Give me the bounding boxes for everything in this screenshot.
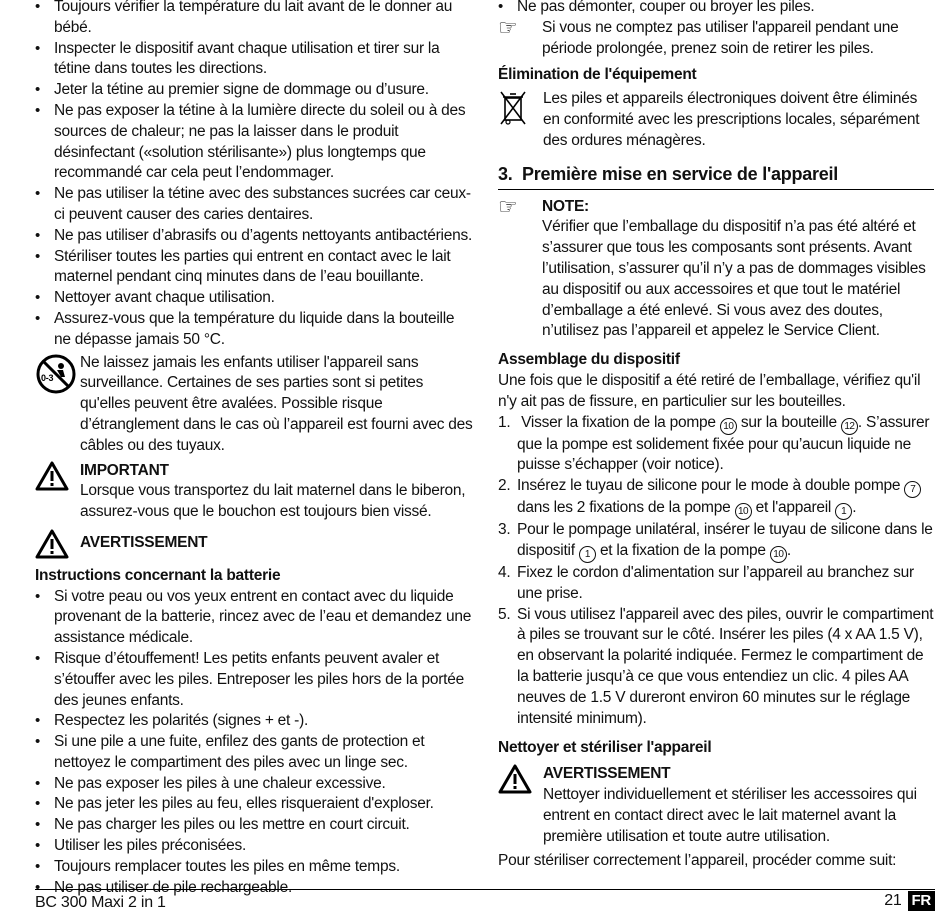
list-item: • Ne pas jeter les piles au feu, elles risqueraient d'exploser. — [35, 794, 475, 815]
safety-bullet-list — [35, 0, 475, 351]
list-item: • Inspecter le dispositif avant chaque utilisation et tirer sur la tétine dans toutes les directions. — [35, 39, 475, 81]
important-block — [35, 461, 475, 523]
clean-warning-block — [498, 764, 934, 847]
assembly-heading: Assemblage du dispositif — [498, 351, 680, 369]
section-title: 3. Première mise en service de l'appareil — [498, 162, 934, 190]
note-text: Vérifier que l’emballage du dispositif n’a pas été altéré et s’assurer que tous les composants sont présents. Avant l’utilisation, s’assurer qu’il n’y a pas de dommages visibles au dispositif ou aux accessoires et que tout le matériel d’emballage a été enlevé. Si vous avez des doutes, n’utilisez pas l’appareil et appelez le Service Client. — [542, 218, 926, 340]
footer-divider — [35, 889, 935, 890]
battery-warning-block — [35, 529, 475, 566]
part-number-badge: 1 — [835, 503, 852, 520]
list-item: • Si votre peau ou vos yeux entrent en contact avec du liquide provenant de la batterie, rincez avec de l’eau et demandez une assistance médicale. — [35, 587, 475, 649]
children-warning — [35, 353, 475, 457]
clean-heading: Nettoyer et stériliser l'appareil — [498, 739, 712, 757]
list-item: • Ne pas charger les piles ou les mettre en court circuit. — [35, 815, 475, 836]
long-term-note — [498, 14, 934, 60]
no-children-icon — [35, 353, 80, 402]
list-item: • Toujours remplacer toutes les piles en même temps. — [35, 857, 475, 878]
part-number-badge: 10 — [735, 503, 752, 520]
list-item: • Assurez-vous que la température du liquide dans la bouteille ne dépasse jamais 50 °C. — [35, 309, 475, 351]
list-item: • Risque d’étouffement! Les petits enfants peuvent avaler et s’étouffer avec les piles. Entreposer les piles hors de la portée des jeunes enfants. — [35, 649, 475, 711]
pointing-hand-icon: ☞ — [498, 14, 518, 40]
footer-model: BC 300 Maxi 2 in 1 — [35, 894, 166, 911]
part-number-badge: 10 — [770, 546, 787, 563]
assembly-intro: Une fois que le dispositif a été retiré de l’emballage, vérifiez qu'il n'y ait pas de fissure, en particulier sur les bouteilles. — [498, 371, 921, 410]
disposal-block — [498, 89, 934, 151]
note-title: NOTE: — [542, 197, 589, 215]
disposal-text: Les piles et appareils électroniques doivent être éliminés en conformité avec les prescriptions locales, séparément des ordures ménagères. — [543, 90, 920, 149]
left-column — [35, 0, 475, 898]
important-text: Lorsque vous transportez du lait maternel dans le biberon, assurez-vous que le bouchon est toujours bien vissé. — [80, 482, 466, 521]
avertissement-title: AVERTISSEMENT — [80, 533, 208, 551]
crossed-bin-icon — [498, 89, 543, 136]
disposal-heading: Élimination de l'équipement — [498, 66, 697, 84]
svg-text:0-3: 0-3 — [41, 372, 54, 383]
language-badge: FR — [908, 891, 936, 911]
battery-bullet-list — [35, 587, 475, 899]
right-column — [498, 0, 934, 872]
important-title: IMPORTANT — [80, 461, 169, 479]
list-item: • Ne pas utiliser d’abrasifs ou d’agents nettoyants antibactériens. — [35, 226, 475, 247]
part-number-badge: 10 — [720, 418, 737, 435]
warning-triangle-icon — [35, 461, 80, 498]
list-item: 1. Visser la fixation de la pompe 10 sur la bouteille 12 . S’assurer que la pompe est solidement fixée pour qu’aucun liquide ne puisse s’échapper (voir notice). — [498, 413, 930, 474]
list-item: 4. Fixez le cordon d'alimentation sur l’appareil au branchez sur une prise. — [498, 563, 914, 602]
list-item: 2. Insérez le tuyau de silicone pour le mode à double pompe 7 dans les 2 fixations de la pompe 10 et l'appareil 1 . — [498, 476, 934, 520]
list-item: 5. Si vous utilisez l'appareil avec des piles, ouvrir le compartiment à piles se trouvant sur le côté. Insérer les piles (4 x AA 1.5 V), en observant la polarité indiquée. Fermez le compartiment de la batterie jusqu’à ce que vous entendiez un clic. 4 piles AA neuves de 1.5 V dureront environ 60 minutes sur le réglage intensité minimum). — [498, 605, 934, 727]
clean-warning-title: AVERTISSEMENT — [543, 765, 671, 783]
list-item: • Ne pas démonter, couper ou broyer les piles. — [498, 0, 934, 18]
page-number: 21 — [884, 892, 902, 909]
part-number-badge: 7 — [904, 481, 921, 498]
warning-triangle-icon — [35, 529, 80, 566]
list-item: • Stériliser toutes les parties qui entrent en contact avec le lait maternel pendant cinq minutes dans de l’eau bouillante. — [35, 247, 475, 289]
children-warning-text: Ne laissez jamais les enfants utiliser l'appareil sans surveillance. Certaines de ses parties sont si petites qu'elles peuvent être avalées. Possible risque d’étranglement dans le cas où l’appareil est fourni avec des câbles ou des tuyaux. — [80, 353, 473, 454]
list-item: • Nettoyer avant chaque utilisation. — [35, 288, 475, 309]
footer-page-info — [884, 891, 935, 912]
list-item: • Respectez les polarités (signes + et -). — [35, 711, 475, 732]
list-item: • Jeter la tétine au premier signe de dommage ou d’usure. — [35, 80, 475, 101]
final-text: Pour stériliser correctement l’appareil, procéder comme suit: — [498, 852, 897, 870]
long-term-note-text: Si vous ne comptez pas utiliser l'appareil pendant une période prolongée, prenez soin de retirer les piles. — [542, 18, 899, 57]
list-item: • Utiliser les piles préconisées. — [35, 836, 475, 857]
part-number-badge: 1 — [579, 546, 596, 563]
list-item: • Toujours vérifier la température du lait avant de le donner au bébé. — [35, 0, 475, 39]
battery-heading: Instructions concernant la batterie — [35, 566, 281, 584]
part-number-badge: 12 — [841, 418, 858, 435]
list-item: • Ne pas exposer la tétine à la lumière directe du soleil ou à des sources de chaleur; ne pas la laisser dans le produit désinfectant («solution stérilisante») plus longtemps que recommandé car cela peut l’endommager. — [35, 101, 475, 184]
list-item: • Ne pas utiliser la tétine avec des substances sucrées car ceux-ci peuvent causer des caries dentaires. — [35, 184, 475, 226]
assembly-steps — [498, 413, 934, 730]
note-block — [498, 193, 934, 343]
list-item: 3. Pour le pompage unilatéral, insérer le tuyau de silicone dans le dispositif 1 et la fixation de la pompe 10 . — [498, 520, 934, 563]
pointing-hand-icon: ☞ — [498, 193, 518, 219]
clean-warning-text: Nettoyer individuellement et stériliser les accessoires qui entrent en contact direct avec le lait maternel avant la première utilisation et toute autre utilisation. — [543, 785, 917, 845]
list-item: • Ne pas exposer les piles à une chaleur excessive. — [35, 774, 475, 795]
list-item: • Si une pile a une fuite, enfilez des gants de protection et nettoyez le compartiment des piles avec un linge sec. — [35, 732, 475, 774]
list-item: • Ne pas utiliser de pile rechargeable. — [35, 878, 475, 899]
warning-triangle-icon — [498, 764, 543, 801]
battery-bullet-list-cont — [498, 0, 934, 18]
